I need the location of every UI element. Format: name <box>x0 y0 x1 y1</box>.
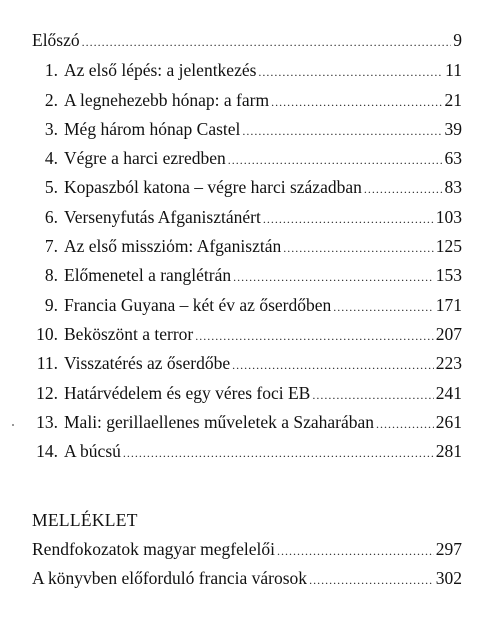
toc-leader-dots <box>233 263 434 291</box>
toc-entry-number: 8. <box>44 265 58 285</box>
toc-entry-page: 223 <box>435 353 462 373</box>
toc-entry-title: Végre a harci ezredben <box>64 148 226 168</box>
toc-entry-number: 3. <box>44 119 58 139</box>
toc-entry-chapter-8 <box>32 261 462 289</box>
toc-entry-page: 153 <box>435 265 462 285</box>
toc-entry-chapter-3 <box>32 115 462 143</box>
toc-entry-page: 171 <box>435 295 462 315</box>
toc-entry-page: 11 <box>445 60 462 80</box>
toc-entry-page: 103 <box>435 207 462 227</box>
toc-entry-number: 7. <box>44 236 58 256</box>
toc-entry-page: 39 <box>444 119 462 139</box>
toc-leader-dots <box>333 293 433 321</box>
toc-leader-dots <box>283 234 433 262</box>
toc-entry-chapter-7 <box>32 232 462 260</box>
toc-entry-title: Az első missziόm: Afganisztán <box>64 236 282 256</box>
toc-entry-preface <box>32 26 462 54</box>
toc-entry-number: 11. <box>36 353 58 373</box>
toc-entry-page: 281 <box>435 441 462 461</box>
toc-entry-title: Mali: gerillaellenes műveletek a Szaharában <box>64 412 375 432</box>
toc-entry-page: 125 <box>435 236 462 256</box>
toc-leader-dots <box>364 175 443 203</box>
toc-entry-chapter-14 <box>32 437 462 465</box>
toc-leader-dots <box>195 322 433 350</box>
toc-entry-chapter-1 <box>32 56 462 84</box>
toc-entry-page: 9 <box>453 30 462 50</box>
toc-leader-dots <box>242 117 442 145</box>
toc-leader-dots <box>376 410 434 438</box>
toc-entry-chapter-4 <box>32 144 462 172</box>
toc-entry-chapter-10 <box>32 320 462 348</box>
toc-entry-chapter-6 <box>32 203 462 231</box>
toc-leader-dots <box>258 58 443 86</box>
toc-entry-number: 6. <box>44 207 58 227</box>
toc-entry-number: 5. <box>44 177 58 197</box>
toc-entry-number: 12. <box>36 383 58 403</box>
toc-entry-number: 9. <box>44 295 58 315</box>
toc-entry-title: Határvédelem és egy véres foci EB <box>64 383 311 403</box>
toc-leader-dots <box>277 537 434 565</box>
toc-entry-chapter-13 <box>32 408 462 436</box>
toc-entry-chapter-9 <box>32 291 462 319</box>
toc-entry-number: 13. <box>36 412 58 432</box>
toc-leader-dots <box>228 146 443 174</box>
toc-entry-number: 1. <box>44 60 58 80</box>
toc-entry-page: 63 <box>444 148 462 168</box>
toc-entry-title: Előmenetel a ranglétrán <box>64 265 232 285</box>
toc-leader-dots <box>232 351 434 379</box>
toc-entry-page: 261 <box>435 412 462 432</box>
toc-entry-chapter-11 <box>32 349 462 377</box>
toc-entry-number: 10. <box>36 324 58 344</box>
toc-entry-number: 4. <box>44 148 58 168</box>
toc-leader-dots <box>312 381 433 409</box>
toc-leader-dots <box>263 205 434 233</box>
toc-entry-page: 241 <box>435 383 462 403</box>
toc-entry-title: Az első lépés: a jelentkezés <box>64 60 257 80</box>
toc-entry-number: 14. <box>36 441 58 461</box>
toc-leader-dots <box>123 439 434 467</box>
toc-entry-title: Kopaszból katona – végre harci században <box>64 177 362 197</box>
toc-entry-chapter-2 <box>32 86 462 114</box>
appendix-entry-ranks <box>32 535 462 563</box>
toc-entry-title: Előszó <box>32 30 80 50</box>
appendix-heading: MELLÉKLET <box>32 510 138 530</box>
toc-entry-page: 207 <box>435 324 462 344</box>
toc-entry-title: Beköszönt a terror <box>64 324 194 344</box>
print-speck <box>12 424 14 426</box>
toc-leader-dots <box>82 28 452 56</box>
toc-entry-page: 302 <box>435 568 462 588</box>
toc-entry-page: 83 <box>444 177 462 197</box>
toc-entry-chapter-5 <box>32 173 462 201</box>
appendix-entry-cities <box>32 564 462 592</box>
toc-entry-title: Még három hónap Castel <box>64 119 241 139</box>
toc-leader-dots <box>309 566 434 594</box>
toc-entry-number: 2. <box>44 90 58 110</box>
toc-entry-title: Visszatérés az őserdőbe <box>64 353 231 373</box>
toc-entry-title: A búcsú <box>64 441 121 461</box>
toc-entry-title: A könyvben előforduló francia városok <box>32 568 308 588</box>
toc-entry-page: 21 <box>444 90 462 110</box>
toc-entry-chapter-12 <box>32 379 462 407</box>
toc-leader-dots <box>271 88 442 116</box>
toc-entry-title: Francia Guyana – két év az őserdőben <box>64 295 332 315</box>
toc-entry-title: Rendfokozatok magyar megfelelői <box>32 539 275 559</box>
toc-entry-title: A legnehezebb hónap: a farm <box>64 90 270 110</box>
toc-entry-page: 297 <box>435 539 462 559</box>
toc-entry-title: Versenyfutás Afganisztánért <box>64 207 261 227</box>
